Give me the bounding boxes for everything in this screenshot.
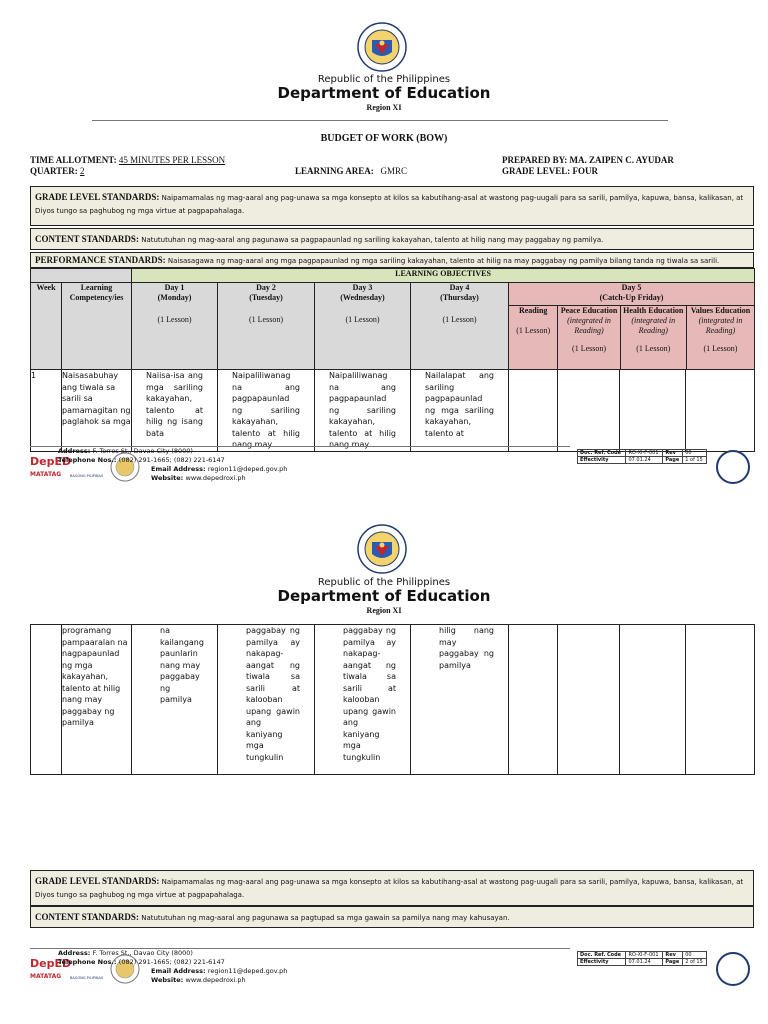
document-title: BUDGET OF WORK (BOW): [320, 133, 448, 144]
republic-label: Republic of the Philippines: [317, 74, 451, 85]
republic-label: Republic of the Philippines: [317, 577, 451, 588]
day1-cell: na kailangang paunlarin nang may paggabay ng pamilya: [132, 625, 218, 775]
day2-cell: paggabay ng pamilya ay nakapag-aangat ng tiwala sa sarili at kalooban upang gawin ang kaniyang mga tungkulin: [218, 625, 315, 775]
deped-seal-icon: [357, 524, 407, 574]
grade-level: GRADE LEVEL: FOUR: [502, 166, 599, 176]
peace-cell: [558, 370, 620, 452]
time-allotment: TIME ALLOTMENT: 45 MINUTES PER LESSON: [30, 155, 226, 165]
day3-cell: Naipaliliwanag na ang pagpapaunlad ng sariling kakayahan, talento at hilig nang may: [315, 370, 411, 452]
iso-certification-icon: [716, 952, 750, 986]
iso-certification-icon: [716, 450, 750, 484]
day1-header: Day 1 (Monday) (1 Lesson): [132, 283, 218, 370]
budget-of-work-table: [30, 268, 755, 452]
department-title: Department of Education: [277, 84, 491, 102]
peace-header: Peace Education (integrated in Reading) (1 Lesson): [558, 306, 620, 369]
day3-cell: paggabay ng pamilya ay nakapag-aangat ng tiwala sa sarili at kalooban upang gawin ang kaniyang mga tungkulin: [315, 625, 411, 775]
day2-header: Day 2 (Tuesday) (1 Lesson): [218, 283, 315, 370]
content-standards: CONTENT STANDARDS: Natututuhan ng mag-aaral ang pagunawa sa pagpapaunlad ng sariling kakayahan, talento at hilig nang may paggabay ng pamilya.: [30, 228, 754, 250]
reading-header: Reading (1 Lesson): [509, 306, 558, 369]
matatag-logo: MATATAG: [30, 973, 62, 980]
bagong-pilipinas-label: BAGONG PILIPINAS: [70, 976, 104, 980]
learning-area: LEARNING AREA: GMRC: [295, 166, 408, 176]
peace-cell: [558, 625, 620, 775]
matatag-logo: MATATAG: [30, 471, 62, 478]
deped-seal-icon: [357, 22, 407, 72]
table-row: [31, 625, 755, 775]
week-cell: 1: [31, 370, 62, 452]
day2-cell: Naipaliliwanag na ang pagpapaunlad ng sariling kakayahan, talento at hilig nang may: [218, 370, 315, 452]
day1-cell: Naiisa-isa ang mga sariling kakayahan, talento at hilig ng isang bata: [132, 370, 218, 452]
health-cell: [620, 370, 686, 452]
day4-header: Day 4 (Thursday) (1 Lesson): [411, 283, 509, 370]
budget-of-work-table-continued: [30, 624, 755, 775]
grade-level-standards: GRADE LEVEL STANDARDS: Naipamamalas ng mag-aaral ang pag-unawa sa mga konsepto at kilos sa kabutihang-asal at wastong pag-uugali para sa sarili, pamilya, kapuwa, bansa, kalikasan, at Diyos tungo sa paghubog ng mga virtue at pagpapahalaga.: [30, 186, 754, 226]
header-divider: [92, 120, 668, 121]
content-standards: CONTENT STANDARDS: Natututuhan ng mag-aaral ang pagunawa sa pagtupad sa mga gawain sa pamilya nang may kahusayan.: [30, 906, 754, 928]
performance-standards: PERFORMANCE STANDARDS: Naisasagawa ng mag-aaral ang mga pagpapaunlad ng mga sariling kakayahan, talento at hilig na may paggabay ng pamilya bilang tanda ng tiwala sa sarili.: [30, 252, 754, 268]
region-label: Region XI: [366, 606, 402, 615]
table-row: [31, 370, 755, 452]
day4-cell: Nailalapat ang sariling pagpapaunlad ng mga sariling kakayahan, talento at: [411, 370, 509, 452]
week-header: Week: [31, 283, 62, 370]
health-header: Health Education (integrated in Reading) (1 Lesson): [621, 306, 687, 369]
doc-control-table: Doc. Ref. Code RO-XI-F-001 Rev 00 Effectivity 07.01.24 Page 1 of 15: [577, 449, 707, 464]
deped-logo: DepED: [30, 957, 72, 970]
doc-control-table: Doc. Ref. Code RO-XI-F-001 Rev 00 Effectivity 07.01.24 Page 2 of 15: [577, 951, 707, 966]
deped-logo: DepED: [30, 455, 72, 468]
prepared-by: PREPARED BY: MA. ZAIPEN C. AYUDAR: [502, 155, 674, 165]
day5-header: Day 5 (Catch-Up Friday) Reading (1 Lesson) Peace Education (integrated in Reading) (1 Lesson) Health Education (integrated in Reading) (1 Lesson) Values Education (integrated in Reading) (1 Lesson): [509, 283, 755, 370]
footer-contact: Address: F. Torres St., Davao City (8000) Telephone Nos.: (082) 291-1665; (082) 221-6147 Email Address: region11@deped.gov.ph Website: www.depedroxi.ph: [58, 447, 288, 482]
grade-level-standards: GRADE LEVEL STANDARDS: Naipamamalas ng mag-aaral ang pag-unawa sa mga konsepto at kilos sa kabutihang-asal at wastong pag-uugali para sa sarili, pamilya, kapuwa, bansa, kalikasan, at Diyos tungo sa paghubog ng mga virtue at pagpapahalaga.: [30, 870, 754, 906]
competency-cell: Naisasabuhay ang tiwala sa sarili sa pamamagitan ng paglahok sa mga: [62, 370, 132, 452]
reading-cell: [509, 625, 558, 775]
department-title: Department of Education: [277, 587, 491, 605]
bagong-pilipinas-label: BAGONG PILIPINAS: [70, 474, 104, 478]
values-cell: [686, 370, 755, 452]
learning-objectives-header: LEARNING OBJECTIVES: [132, 269, 755, 283]
week-cell: [31, 625, 62, 775]
reading-cell: [509, 370, 558, 452]
health-cell: [620, 625, 686, 775]
region-label: Region XI: [366, 103, 402, 112]
values-header: Values Education (integrated in Reading) (1 Lesson): [690, 306, 751, 353]
day4-cell: hilig nang may paggabay ng pamilya: [411, 625, 509, 775]
day3-header: Day 3 (Wednesday) (1 Lesson): [315, 283, 411, 370]
blank-header: [31, 269, 132, 283]
footer-contact: Address: F. Torres St., Davao City (8000) Telephone Nos.: (082) 291-1665; (082) 221-6147 Email Address: region11@deped.gov.ph Website: www.depedroxi.ph: [58, 949, 288, 984]
competency-cell: programang pampaaralan na nagpapaunlad ng mga kakayahan, talento at hilig nang may paggabay ng pamilya: [62, 625, 132, 775]
competency-header: Learning Competency/ies: [62, 283, 132, 370]
quarter: QUARTER: 2: [30, 166, 85, 176]
values-cell: [686, 625, 755, 775]
